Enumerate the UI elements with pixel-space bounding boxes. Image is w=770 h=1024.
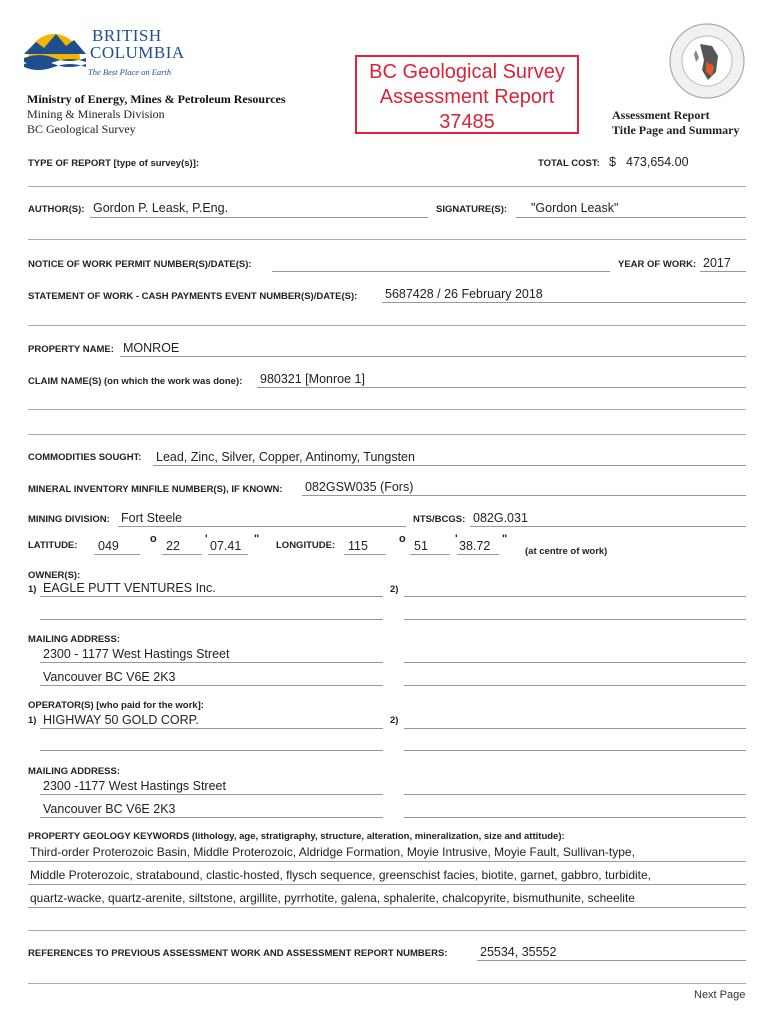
author-value: Gordon P. Leask, P.Eng. bbox=[93, 201, 229, 215]
claim-name-value: 980321 [Monroe 1] bbox=[260, 372, 365, 386]
statement-of-work-value: 5687428 / 26 February 2018 bbox=[385, 287, 543, 301]
latitude-minutes-value: 22 bbox=[166, 539, 180, 553]
survey-name: BC Geological Survey bbox=[27, 122, 136, 136]
year-of-work-label: YEAR OF WORK: bbox=[618, 259, 697, 270]
operators-label: OPERATOR(S) [who paid for the work]: bbox=[28, 700, 204, 711]
owner-address-line1-value: 2300 - 1177 West Hastings Street bbox=[43, 647, 230, 661]
bc-logo bbox=[22, 22, 185, 82]
ministry-name: Ministry of Energy, Mines & Petroleum Resources bbox=[27, 92, 286, 106]
stamp-report-number: 37485 bbox=[439, 111, 495, 133]
latitude-degrees-value: 049 bbox=[98, 539, 119, 553]
operator-address-line1-value: 2300 -1177 West Hastings Street bbox=[43, 779, 226, 793]
total-cost-value[interactable]: 473,654.00 bbox=[626, 155, 689, 169]
report-title-line1: Assessment Report bbox=[612, 108, 710, 122]
logo-tagline: The Best Place on Earth bbox=[88, 67, 172, 77]
minute-symbol: ' bbox=[455, 533, 458, 545]
owner-2-label: 2) bbox=[390, 584, 399, 595]
mining-division-label: MINING DIVISION: bbox=[28, 514, 110, 525]
minfile-value: 082GSW035 (Fors) bbox=[305, 480, 414, 494]
latitude-label: LATITUDE: bbox=[28, 540, 78, 551]
operator-1-value: HIGHWAY 50 GOLD CORP. bbox=[43, 713, 199, 727]
currency-symbol: $ bbox=[609, 155, 616, 169]
operator-1-label: 1) bbox=[28, 715, 37, 726]
statement-of-work-label: STATEMENT OF WORK - CASH PAYMENTS EVENT NUMBER(S)/DATE(S): bbox=[28, 291, 358, 302]
nts-bcgs-value: 082G.031 bbox=[473, 511, 528, 525]
divider bbox=[28, 239, 746, 240]
property-name-value: MONROE bbox=[123, 341, 180, 355]
notice-permit-label: NOTICE OF WORK PERMIT NUMBER(S)/DATE(S): bbox=[28, 259, 252, 270]
logo-line2: COLUMBIA bbox=[90, 43, 185, 62]
owner-1-value: EAGLE PUTT VENTURES Inc. bbox=[43, 581, 216, 595]
commodities-label: COMMODITIES SOUGHT: bbox=[28, 452, 142, 463]
signature-value: "Gordon Leask" bbox=[531, 201, 619, 215]
sun-mountain-icon bbox=[22, 24, 88, 70]
owner-address-line2-value: Vancouver BC V6E 2K3 bbox=[43, 670, 176, 684]
claim-name-label: CLAIM NAME(S) (on which the work was done): bbox=[28, 376, 243, 387]
commodities-value: Lead, Zinc, Silver, Copper, Antinomy, Tungsten bbox=[156, 450, 415, 464]
operator-mailing-address-label: MAILING ADDRESS: bbox=[28, 766, 121, 777]
report-title-line2: Title Page and Summary bbox=[612, 123, 740, 137]
geology-line3-value: quartz-wacke, quartz-arenite, siltstone, argillite, pyrrhotite, galena, sphalerite, chalcopyrite, bismuthunite, scheelite bbox=[30, 891, 635, 905]
minfile-label: MINERAL INVENTORY MINFILE NUMBER(S), IF KNOWN: bbox=[28, 484, 283, 495]
year-of-work-value: 2017 bbox=[703, 256, 731, 270]
division-name: Mining & Minerals Division bbox=[27, 107, 165, 121]
operator-2-address-line2 bbox=[404, 817, 746, 818]
author-label: AUTHOR(S): bbox=[28, 204, 85, 215]
next-page-link[interactable]: Next Page bbox=[694, 989, 746, 1001]
degree-symbol: o bbox=[399, 533, 406, 545]
operator-2-address-line1 bbox=[404, 794, 746, 795]
owner-2-extra-line bbox=[404, 619, 746, 620]
divider bbox=[28, 983, 746, 984]
divider bbox=[28, 434, 746, 435]
degree-symbol: o bbox=[150, 533, 157, 545]
latitude-seconds-value: 07.41 bbox=[210, 539, 242, 553]
geology-keywords-label: PROPERTY GEOLOGY KEYWORDS (lithology, age, stratigraphy, structure, alteration, mineralization, size and attitude): bbox=[28, 831, 565, 842]
total-cost-label: TOTAL COST: bbox=[538, 158, 600, 169]
operator-address-line2-value: Vancouver BC V6E 2K3 bbox=[43, 802, 176, 816]
at-centre-label: (at centre of work) bbox=[525, 546, 608, 557]
operator-2-extra-line bbox=[404, 750, 746, 751]
longitude-label: LONGITUDE: bbox=[276, 540, 336, 551]
divider bbox=[28, 325, 746, 326]
operator-2-field[interactable] bbox=[404, 712, 746, 729]
divider bbox=[28, 186, 746, 187]
seal-icon bbox=[668, 22, 746, 100]
geology-line2-value: Middle Proterozoic, stratabound, clastic-hosted, flysch sequence, greenschist facies, biotite, garnet, gabbro, turbidite, bbox=[30, 868, 651, 882]
minute-symbol: ' bbox=[205, 533, 208, 545]
references-value: 25534, 35552 bbox=[480, 945, 557, 959]
geology-line1-value: Third-order Proterozoic Basin, Middle Proterozoic, Aldridge Formation, Moyie Intrusive, Moyie Fault, Sullivan-type, bbox=[30, 845, 635, 859]
divider bbox=[28, 409, 746, 410]
longitude-seconds-value: 38.72 bbox=[459, 539, 491, 553]
logo-line1: BRITISH bbox=[92, 26, 162, 45]
second-symbol: " bbox=[254, 533, 260, 545]
signature-label: SIGNATURE(S): bbox=[436, 204, 508, 215]
owner-1-label: 1) bbox=[28, 584, 37, 595]
nts-bcgs-label: NTS/BCGS: bbox=[413, 514, 466, 525]
notice-permit-field[interactable] bbox=[272, 255, 610, 272]
operator-2-label: 2) bbox=[390, 715, 399, 726]
property-name-label: PROPERTY NAME: bbox=[28, 344, 114, 355]
owner-mailing-address-label: MAILING ADDRESS: bbox=[28, 634, 121, 645]
stamp-line2: Assessment Report bbox=[379, 86, 555, 108]
divider bbox=[28, 930, 746, 931]
owners-label: OWNER(S): bbox=[28, 570, 81, 581]
references-label: REFERENCES TO PREVIOUS ASSESSMENT WORK AND ASSESSMENT REPORT NUMBERS: bbox=[28, 948, 448, 959]
owner-2-address-line1 bbox=[404, 662, 746, 663]
longitude-minutes-value: 51 bbox=[414, 539, 428, 553]
second-symbol: " bbox=[502, 533, 508, 545]
property-name-field[interactable] bbox=[120, 340, 746, 357]
geological-survey-seal bbox=[668, 22, 746, 100]
type-of-report-label: TYPE OF REPORT [type of survey(s)]: bbox=[28, 158, 200, 169]
owner-2-field[interactable] bbox=[404, 580, 746, 597]
mining-division-value: Fort Steele bbox=[121, 511, 183, 525]
owner-1-extra-line bbox=[40, 619, 383, 620]
longitude-degrees-value: 115 bbox=[348, 539, 368, 553]
operator-1-extra-line bbox=[40, 750, 383, 751]
owner-2-address-line2 bbox=[404, 685, 746, 686]
assessment-report-stamp bbox=[355, 55, 579, 134]
stamp-line1: BC Geological Survey bbox=[369, 61, 565, 83]
